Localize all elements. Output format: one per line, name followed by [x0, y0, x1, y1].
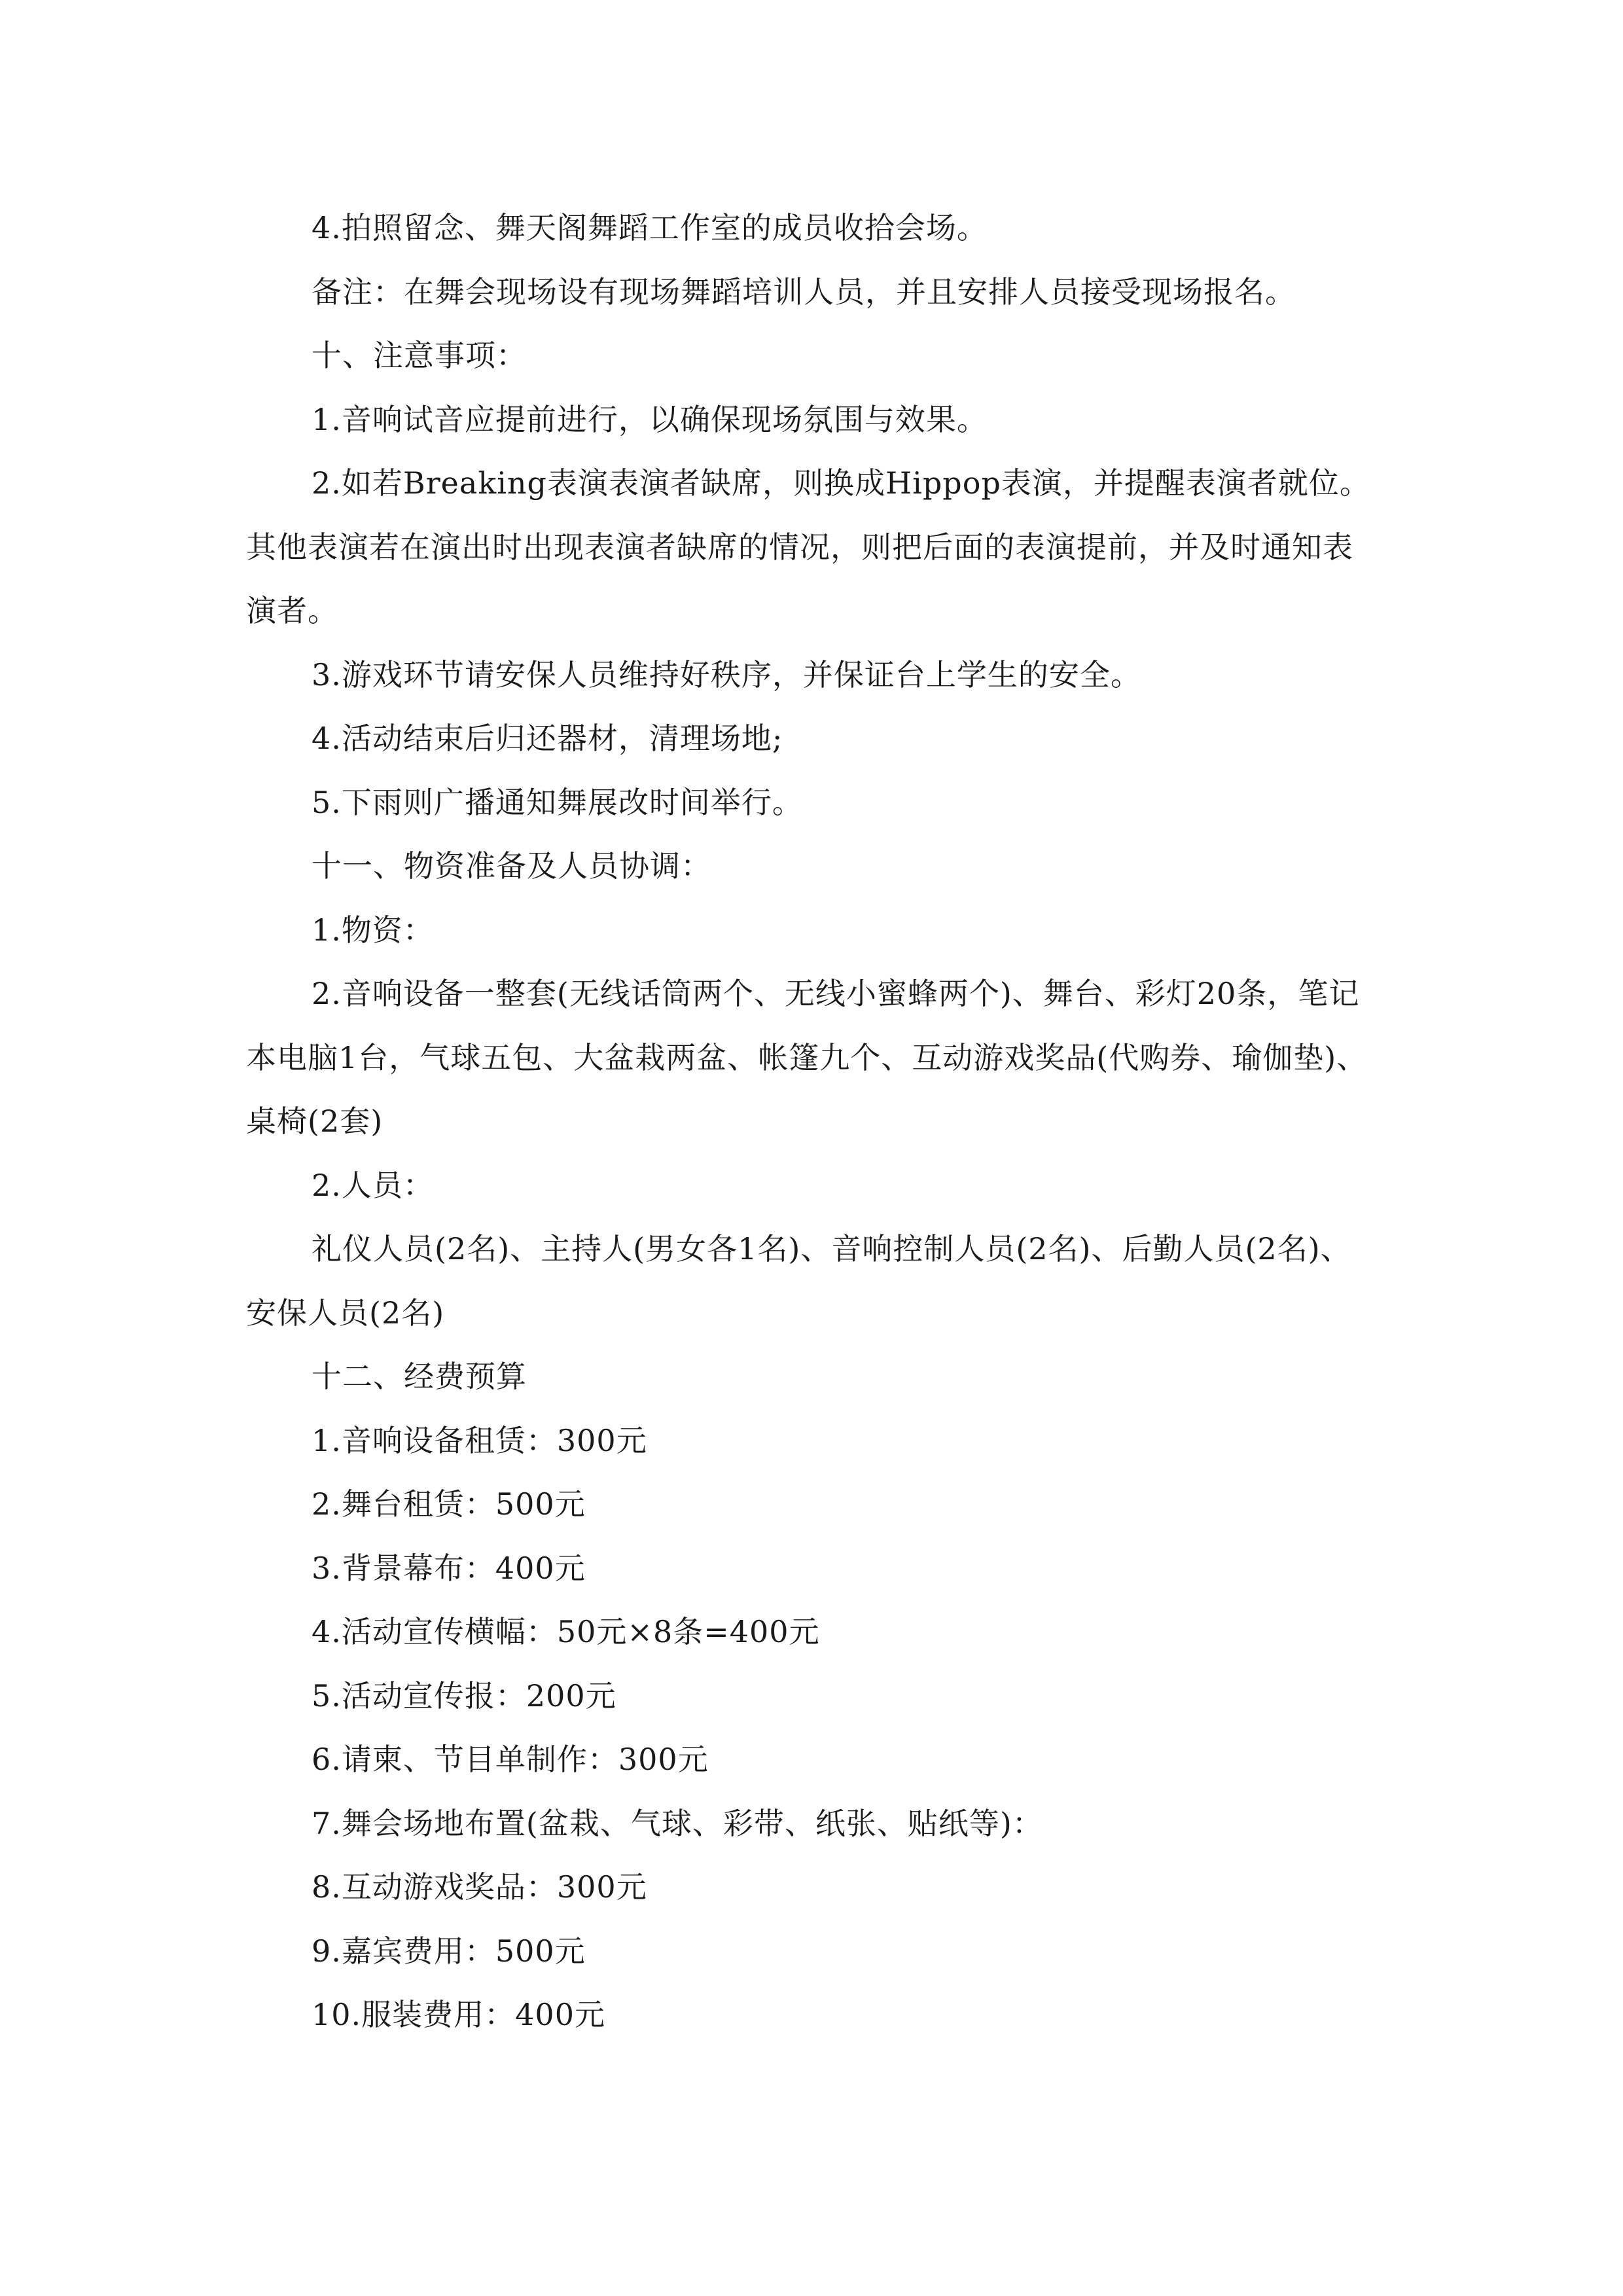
- paragraph-precaution-5: 5.下雨则广播通知舞展改时间举行。: [312, 784, 803, 820]
- budget-item-poster: 5.活动宣传报：200元: [312, 1677, 616, 1713]
- paragraph-photo-cleanup: 4.拍照留念、舞天阁舞蹈工作室的成员收拾会场。: [312, 210, 988, 245]
- paragraph-precaution-4: 4.活动结束后归还器材，清理场地;: [312, 721, 783, 756]
- budget-item-audio: 1.音响设备租赁：300元: [312, 1422, 647, 1458]
- heading-materials-staff: 十一、物资准备及人员协调：: [312, 848, 711, 884]
- budget-item-costumes: 10.服装费用：400元: [312, 1997, 605, 2032]
- paragraph-staff-list: 礼仪人员(2名)、主持人(男女各1名)、音响控制人员(2名)、后勤人员(2名)、安保人员(2名): [246, 1231, 1351, 1331]
- budget-item-backdrop: 3.背景幕布：400元: [312, 1550, 586, 1586]
- budget-item-prizes: 8.互动游戏奖品：300元: [312, 1869, 647, 1905]
- budget-item-venue-decor: 7.舞会场地布置(盆栽、气球、彩带、纸张、贴纸等)：: [312, 1805, 1043, 1841]
- document-body: [246, 196, 1381, 2047]
- budget-item-stage: 2.舞台租赁：500元: [312, 1486, 586, 1522]
- paragraph-precaution-3: 3.游戏环节请安保人员维持好秩序，并保证台上学生的安全。: [312, 656, 1141, 692]
- paragraph-staff-label: 2.人员：: [312, 1167, 434, 1203]
- heading-budget: 十二、经费预算: [312, 1359, 527, 1394]
- paragraph-materials-list: 2.音响设备一整套(无线话筒两个、无线小蜜蜂两个)、舞台、彩灯20条，笔记本电脑1台，气球五包、大盆栽两盆、帐篷九个、互动游戏奖品(代购券、瑜伽垫)、桌椅(2套): [246, 976, 1368, 1139]
- budget-item-invitations: 6.请柬、节目单制作：300元: [312, 1742, 709, 1777]
- paragraph-precaution-2: 2.如若Breaking表演表演者缺席，则换成Hippop表演，并提醒表演者就位。其他表演若在演出时出现表演者缺席的情况，则把后面的表演提前，并及时通知表演者。: [246, 465, 1370, 628]
- paragraph-precaution-1: 1.音响试音应提前进行，以确保现场氛围与效果。: [312, 401, 988, 437]
- budget-item-banner: 4.活动宣传横幅：50元×8条=400元: [312, 1614, 820, 1649]
- paragraph-note: 备注：在舞会现场设有现场舞蹈培训人员，并且安排人员接受现场报名。: [312, 274, 1296, 310]
- heading-precautions: 十、注意事项：: [312, 338, 527, 373]
- paragraph-materials-label: 1.物资：: [312, 912, 434, 948]
- budget-item-guests: 9.嘉宾费用：500元: [312, 1933, 586, 1969]
